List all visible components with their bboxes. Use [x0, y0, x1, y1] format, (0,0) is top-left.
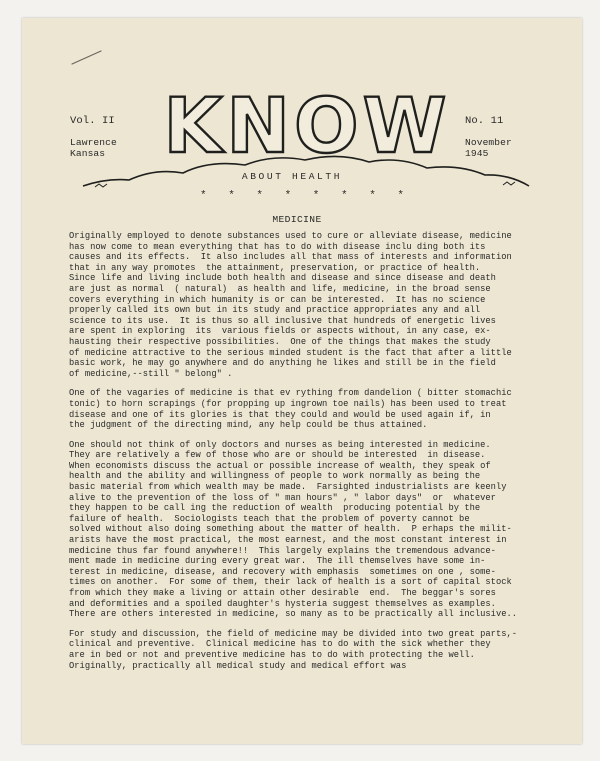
article-title: MEDICINE	[272, 214, 322, 225]
article-body	[69, 231, 574, 680]
article-paragraph: For study and discussion, the field of medicine may be divided into two great parts,- clinical and preventive. Clinical medicine has to do with the sick whether they are in bed or not and preventive medicine has to do with protecting the well. Originally, practically all medical study and medical effort was	[69, 628, 518, 671]
svg-text:KNOW: KNOW	[163, 81, 451, 170]
issue-date	[465, 137, 512, 159]
issue-number: No. 11	[465, 115, 504, 127]
article-paragraph: Originally employed to denote substances used to cure or alleviate disease, medicine has now come to mean everything that has to do with disease inclu ding both its causes and its effects. It also includes all that mass of interests and information that in any way promotes the attainment, preservation, or practice of health. Since life and living include both health and disease and since disease and death are just as normal ( natural) as health and life, medicine, in the broad sense covers everything in which humanity is or can be interested. It has no science properly called its own but in its study and practice appropriates any and all science to its use. It is thus so all inclusive that hundreds of energetic lives are spent in exploring its various fields or aspects without, in any case, ex- hausting their respective possibilities. One of the things that makes the study of medicine attractive to the serious minded student is the fact that after a little basic work, he may go anywhere and do anything he likes and still be in the field of medicine,--still " belong" .	[69, 231, 512, 379]
issue-month: November	[465, 137, 512, 148]
volume-label: Vol. II	[70, 115, 115, 127]
article-paragraph: One of the vagaries of medicine is that ev rything from dandelion ( bitter stomachic tonic) to horn scrapings (for propping up ingrown toe nails) has been used to treat disease and one of its glories is that they could and would be used again if, in the judgment of the directing mind, any help could be thus attained.	[69, 388, 512, 431]
newsletter-page	[22, 18, 582, 744]
location-city: Lawrence	[70, 137, 117, 148]
location-label	[70, 137, 117, 159]
issue-year: 1945	[465, 148, 489, 159]
subtitle: ABOUT HEALTH	[241, 171, 343, 182]
pencil-mark	[70, 48, 104, 66]
article-paragraph: One should not think of only doctors and nurses as being interested in medicine. They are relatively a few of those who are or should be interested in disease. When economists discuss the actual or possible increase of wealth, they speak of health and the ability and willingness of people to work normally as being the basic material from which wealth may be made. Farsighted industrialists are keenly alive to the prevention of the loss of " man hours" , " labor days" or whatever they happen to be call ing the reduction of wealth producing potential by the failure of health. Sociologists teach that the problem of poverty cannot be solved without also doing something about the matter of health. P erhaps the milit- arists have the most practical, the most earnest, and the most constant interest in medicine thus far found anywhere!! This largely explains the tremendous advance- ment made in medicine during every great war. The ill themselves have some in- terest in medicine, disease, and recovery with emphasis sometimes on one , some- times on another. For some of them, their lack of health is a sort of capital stock from which they make a living or attain other desirable end. The beggar's sores and deformities and a spoiled daughter's hysteria suggest themselves as examples. There are others interested in medicine, so many as to be practically all inclusive..	[69, 439, 518, 620]
star-divider: * * * * * * * *	[200, 190, 412, 202]
location-state: Kansas	[70, 148, 106, 159]
